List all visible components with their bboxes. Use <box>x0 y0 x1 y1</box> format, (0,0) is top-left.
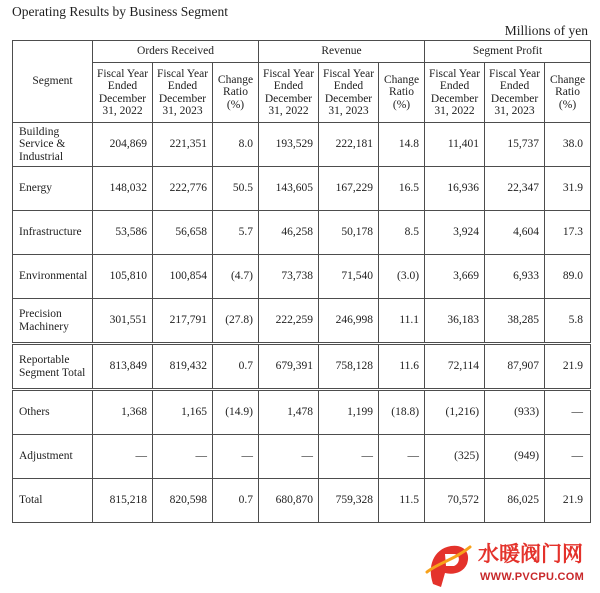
table-row <box>13 390 591 435</box>
profit-fy2023-value: 15,737 <box>485 123 545 167</box>
revenue-change-ratio-value: 14.8 <box>379 123 425 167</box>
revenue-change-ratio-value: 8.5 <box>379 211 425 255</box>
segment-name-cell: Adjustment <box>13 435 93 479</box>
profit-fy2023-value: 86,025 <box>485 479 545 523</box>
profit-fy2022-value: 11,401 <box>425 123 485 167</box>
orders-fy2023-value: 1,165 <box>153 390 213 435</box>
orders-fy2023-value: 100,854 <box>153 255 213 299</box>
profit-change-ratio-header: Change Ratio (%) <box>545 63 591 123</box>
table-row <box>13 299 591 344</box>
profit-change-ratio-value: 17.3 <box>545 211 591 255</box>
segment-column-header: Segment <box>13 41 93 123</box>
segment-results-table <box>12 40 591 523</box>
orders-fy2023-value: 819,432 <box>153 344 213 390</box>
profit-change-ratio-value: — <box>545 390 591 435</box>
orders-fy2023-value: 56,658 <box>153 211 213 255</box>
profit-fy2022-value: 36,183 <box>425 299 485 344</box>
orders-fy2022-value: 204,869 <box>93 123 153 167</box>
profit-fy2023-header: Fiscal Year Ended December 31, 2023 <box>485 63 545 123</box>
revenue-change-ratio-value: (3.0) <box>379 255 425 299</box>
revenue-fy2022-value: 680,870 <box>259 479 319 523</box>
table-row <box>13 123 591 167</box>
profit-fy2023-value: 6,933 <box>485 255 545 299</box>
table-row <box>13 211 591 255</box>
orders-change-ratio-value: 50.5 <box>213 167 259 211</box>
orders-fy2022-value: 1,368 <box>93 390 153 435</box>
table-body <box>13 123 591 523</box>
revenue-fy2022-value: 143,605 <box>259 167 319 211</box>
orders-fy2022-value: 301,551 <box>93 299 153 344</box>
profit-fy2023-value: 22,347 <box>485 167 545 211</box>
orders-change-ratio-header: Change Ratio (%) <box>213 63 259 123</box>
revenue-fy2022-value: 193,529 <box>259 123 319 167</box>
table-row <box>13 479 591 523</box>
table-row <box>13 255 591 299</box>
segment-name-cell: Others <box>13 390 93 435</box>
profit-fy2022-value: 3,924 <box>425 211 485 255</box>
profit-fy2022-value: 70,572 <box>425 479 485 523</box>
table-row <box>13 344 591 390</box>
segment-name-cell: Reportable Segment Total <box>13 344 93 390</box>
document-title: Operating Results by Business Segment <box>12 4 228 19</box>
revenue-fy2022-value: 679,391 <box>259 344 319 390</box>
table-row <box>13 435 591 479</box>
revenue-fy2023-value: 759,328 <box>319 479 379 523</box>
revenue-fy2023-value: 758,128 <box>319 344 379 390</box>
revenue-fy2022-value: — <box>259 435 319 479</box>
profit-change-ratio-value: 21.9 <box>545 344 591 390</box>
profit-fy2023-value: (933) <box>485 390 545 435</box>
profit-change-ratio-value: 21.9 <box>545 479 591 523</box>
profit-fy2022-value: (325) <box>425 435 485 479</box>
watermark <box>424 540 594 590</box>
profit-change-ratio-value: 5.8 <box>545 299 591 344</box>
revenue-fy2023-value: 1,199 <box>319 390 379 435</box>
orders-change-ratio-value: (27.8) <box>213 299 259 344</box>
orders-fy2022-value: — <box>93 435 153 479</box>
table-row <box>13 167 591 211</box>
revenue-fy2023-value: 222,181 <box>319 123 379 167</box>
segment-profit-group-header: Segment Profit <box>425 41 591 63</box>
watermark-site-name: 水暖阀门网 <box>478 542 583 566</box>
profit-fy2022-value: (1,216) <box>425 390 485 435</box>
revenue-fy2023-value: 167,229 <box>319 167 379 211</box>
profit-change-ratio-value: 89.0 <box>545 255 591 299</box>
orders-fy2022-value: 105,810 <box>93 255 153 299</box>
orders-fy2023-value: 217,791 <box>153 299 213 344</box>
orders-fy2022-value: 148,032 <box>93 167 153 211</box>
revenue-fy2022-header: Fiscal Year Ended December 31, 2022 <box>259 63 319 123</box>
orders-fy2022-value: 813,849 <box>93 344 153 390</box>
orders-fy2023-value: — <box>153 435 213 479</box>
revenue-change-ratio-value: 16.5 <box>379 167 425 211</box>
orders-fy2023-value: 820,598 <box>153 479 213 523</box>
profit-fy2023-value: 38,285 <box>485 299 545 344</box>
revenue-change-ratio-value: 11.5 <box>379 479 425 523</box>
profit-fy2023-value: 87,907 <box>485 344 545 390</box>
revenue-fy2022-value: 73,738 <box>259 255 319 299</box>
unit-note: Millions of yen <box>504 23 588 38</box>
orders-change-ratio-value: 8.0 <box>213 123 259 167</box>
orders-change-ratio-value: 0.7 <box>213 344 259 390</box>
revenue-fy2022-value: 1,478 <box>259 390 319 435</box>
segment-name-cell: Building Service & Industrial <box>13 123 93 167</box>
profit-fy2022-value: 16,936 <box>425 167 485 211</box>
segment-name-cell: Environmental <box>13 255 93 299</box>
orders-fy2022-value: 53,586 <box>93 211 153 255</box>
profit-fy2022-header: Fiscal Year Ended December 31, 2022 <box>425 63 485 123</box>
revenue-fy2023-value: 50,178 <box>319 211 379 255</box>
orders-fy2022-header: Fiscal Year Ended December 31, 2022 <box>93 63 153 123</box>
orders-fy2022-value: 815,218 <box>93 479 153 523</box>
revenue-fy2022-value: 46,258 <box>259 211 319 255</box>
group-header-row <box>13 41 591 63</box>
column-header-row <box>13 63 591 123</box>
revenue-fy2023-header: Fiscal Year Ended December 31, 2023 <box>319 63 379 123</box>
orders-change-ratio-value: 0.7 <box>213 479 259 523</box>
orders-received-group-header: Orders Received <box>93 41 259 63</box>
orders-change-ratio-value: (4.7) <box>213 255 259 299</box>
pvcpu-logo-icon <box>424 540 472 590</box>
orders-fy2023-header: Fiscal Year Ended December 31, 2023 <box>153 63 213 123</box>
revenue-group-header: Revenue <box>259 41 425 63</box>
profit-fy2022-value: 3,669 <box>425 255 485 299</box>
revenue-change-ratio-value: (18.8) <box>379 390 425 435</box>
revenue-fy2023-value: 71,540 <box>319 255 379 299</box>
profit-change-ratio-value: — <box>545 435 591 479</box>
profit-change-ratio-value: 31.9 <box>545 167 591 211</box>
orders-change-ratio-value: (14.9) <box>213 390 259 435</box>
orders-fy2023-value: 221,351 <box>153 123 213 167</box>
revenue-change-ratio-value: 11.1 <box>379 299 425 344</box>
profit-fy2023-value: 4,604 <box>485 211 545 255</box>
segment-name-cell: Infrastructure <box>13 211 93 255</box>
watermark-site-url: WWW.PVCPU.COM <box>480 571 585 583</box>
segment-name-cell: Energy <box>13 167 93 211</box>
revenue-fy2023-value: — <box>319 435 379 479</box>
profit-fy2022-value: 72,114 <box>425 344 485 390</box>
orders-change-ratio-value: — <box>213 435 259 479</box>
revenue-change-ratio-header: Change Ratio (%) <box>379 63 425 123</box>
profit-fy2023-value: (949) <box>485 435 545 479</box>
revenue-fy2023-value: 246,998 <box>319 299 379 344</box>
revenue-change-ratio-value: — <box>379 435 425 479</box>
profit-change-ratio-value: 38.0 <box>545 123 591 167</box>
revenue-change-ratio-value: 11.6 <box>379 344 425 390</box>
segment-name-cell: Precision Machinery <box>13 299 93 344</box>
revenue-fy2022-value: 222,259 <box>259 299 319 344</box>
orders-change-ratio-value: 5.7 <box>213 211 259 255</box>
orders-fy2023-value: 222,776 <box>153 167 213 211</box>
segment-name-cell: Total <box>13 479 93 523</box>
